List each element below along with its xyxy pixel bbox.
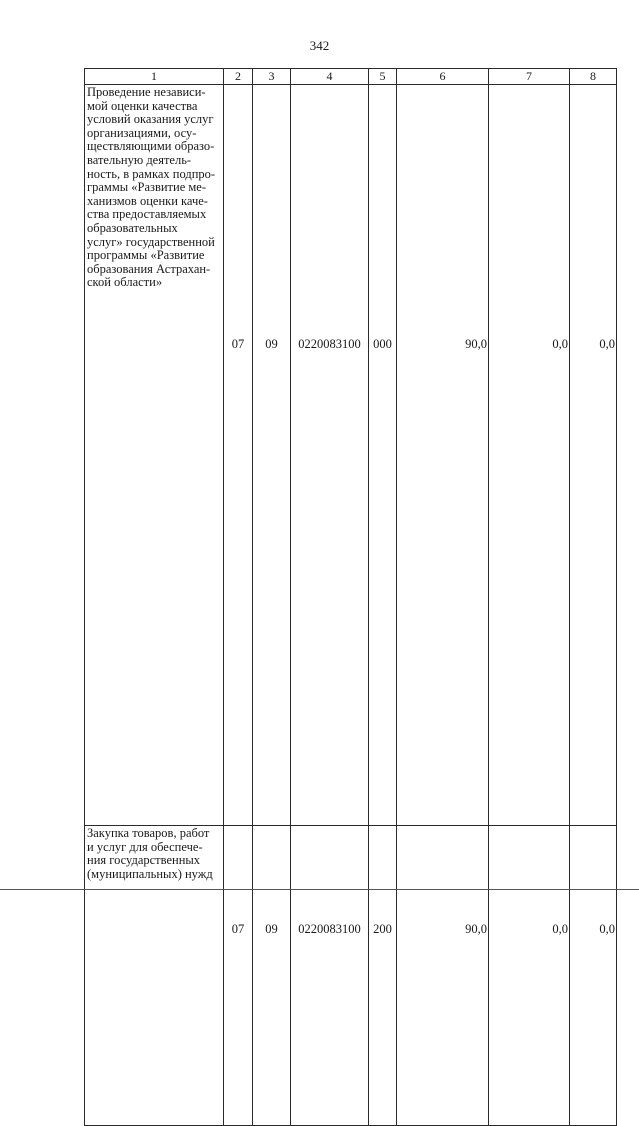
description-line: ность, в рамках подпро- (87, 166, 216, 181)
page-number: 342 (309, 38, 330, 53)
amount-col-6: 90,0 (397, 826, 489, 1126)
section-code: 07 (224, 826, 253, 1126)
amount-col-7: 0,0 (489, 85, 570, 826)
row-description (85, 826, 224, 1126)
header-col-4: 4 (291, 69, 369, 85)
description-line: условий оказания услуг (87, 112, 214, 127)
budget-table (84, 68, 617, 1126)
amount-col-8: 0,0 (570, 826, 617, 1126)
description-line: услуг» государственной (87, 234, 215, 249)
description-line: мой оценки качества (87, 98, 198, 113)
description-line: Проведение независи- (87, 85, 206, 99)
description-line: ханизмов оценки каче- (87, 193, 208, 208)
amount-col-7: 0,0 (489, 826, 570, 1126)
description-line: программы «Развитие (87, 248, 205, 263)
description-line: вательную деятель- (87, 152, 192, 167)
description-line: ской области» (87, 275, 163, 290)
expense-type-code: 000 (369, 85, 397, 826)
table-row (85, 826, 617, 1126)
description-line: образовательных (87, 220, 178, 235)
description-line: организациями, осу- (87, 125, 197, 140)
subsection-code: 09 (253, 85, 291, 826)
header-col-5: 5 (369, 69, 397, 85)
page-bottom-rule (0, 889, 639, 890)
description-line: (муниципальных) нужд (87, 866, 213, 881)
amount-col-6: 90,0 (397, 85, 489, 826)
description-line: граммы «Развитие ме- (87, 180, 206, 195)
section-code: 07 (224, 85, 253, 826)
header-col-3: 3 (253, 69, 291, 85)
header-col-7: 7 (489, 69, 570, 85)
header-col-6: 6 (397, 69, 489, 85)
description-line: Закупка товаров, работ (87, 826, 210, 840)
description-line: образования Астрахан- (87, 261, 211, 276)
target-article-code: 0220083100 (291, 826, 369, 1126)
header-col-8: 8 (570, 69, 617, 85)
target-article-code: 0220083100 (291, 85, 369, 826)
description-line: ства предоставляемых (87, 207, 207, 222)
table-row (85, 85, 617, 826)
subsection-code: 09 (253, 826, 291, 1126)
table-header-row (85, 69, 617, 85)
description-line: и услуг для обеспече- (87, 839, 203, 854)
description-line: ществляющими образо- (87, 139, 215, 154)
header-col-2: 2 (224, 69, 253, 85)
description-line: ния государственных (87, 853, 201, 868)
expense-type-code: 200 (369, 826, 397, 1126)
row-description (85, 85, 224, 826)
amount-col-8: 0,0 (570, 85, 617, 826)
header-col-1: 1 (85, 69, 224, 85)
